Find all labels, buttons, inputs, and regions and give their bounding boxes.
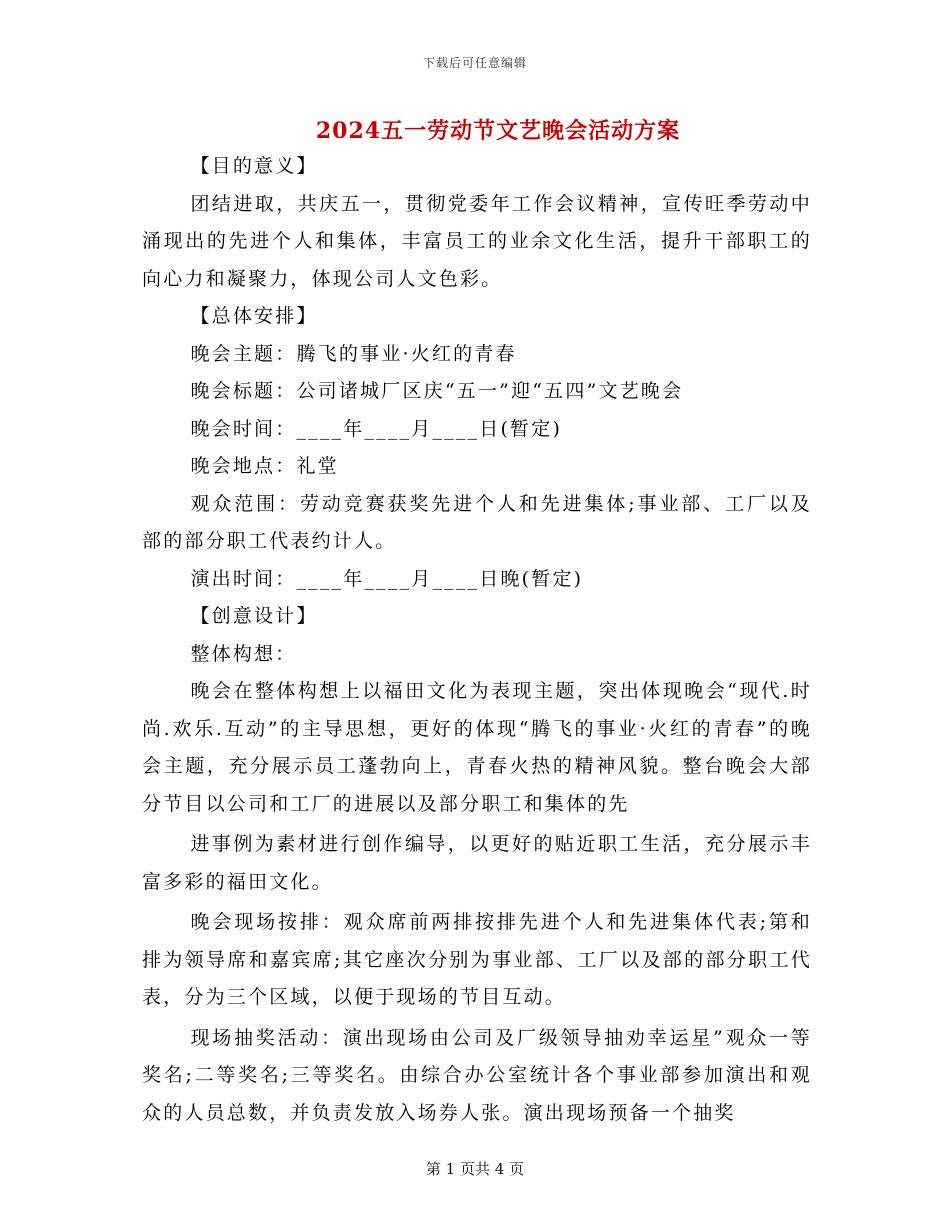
- document-body: [142, 148, 812, 1132]
- paragraph-lottery: 现场抽奖活动：演出现场由公司及厂级领导抽劝幸运星”观众一等奖名;二等奖名;三等奖名。由综合办公室统计各个事业部参加演出和观众的人员总数，并负责发放入场券人张。演出现场预备一个抽奖: [142, 1026, 812, 1124]
- document-title: 2024五一劳动节文艺晚会活动方案: [315, 118, 681, 144]
- section-heading-purpose: 【目的意义】: [190, 155, 318, 177]
- paragraph-event-title: 晚会标题：公司诸城厂区庆“五一”迎“五四”文艺晚会: [190, 380, 684, 402]
- section-heading-design: 【创意设计】: [190, 605, 318, 627]
- paragraph-overall-concept: 晚会在整体构想上以福田文化为表现主题，突出体现晚会“现代.时尚.欢乐.互动”的主导思想，更好的体现“腾飞的事业·火红的青春”的晚会主题，充分展示员工蓬勃向上，青春火热的精神风貌。整台晚会大部分节目以公司和工厂的进展以及部分职工和集体的先: [142, 680, 812, 815]
- paragraph-theme: 晚会主题：腾飞的事业·火红的青春: [190, 342, 517, 365]
- page-number-footer: 第 1 页共 4 页: [425, 1160, 525, 1178]
- paragraph-audience: 观众范围：劳动竞赛获奖先进个人和先进集体;事业部、工厂以及部的部分职工代表约计人。: [142, 492, 812, 552]
- paragraph-purpose: 团结进取，共庆五一，贯彻党委年工作会议精神，宣传旺季劳动中涌现出的先进个人和集体，丰富员工的业余文化生活，提升干部职工的向心力和凝聚力，体现公司人文色彩。: [142, 192, 812, 290]
- paragraph-event-time: 晚会时间：____年____月____日(暂定): [190, 417, 563, 440]
- paragraph-show-time: 演出时间：____年____月____日晚(暂定): [190, 567, 584, 590]
- paragraph-seating: 晚会现场按排：观众席前两排按排先进个人和先进集体代表;第和排为领导席和嘉宾席;其它座次分别为事业部、工厂以及部的部分职工代表，分为三个区域，以便于现场的节目互动。: [142, 911, 812, 1008]
- paragraph-event-venue: 晚会地点：礼堂: [190, 455, 339, 477]
- paragraph-overall-concept-label: 整体构想：: [190, 642, 297, 665]
- paragraph-concept-continued: 进事例为素材进行创作编导，以更好的贴近职工生活，充分展示丰富多彩的福田文化。: [142, 833, 812, 893]
- page-header-note: 下载后可任意编辑: [422, 56, 527, 70]
- section-heading-arrangement: 【总体安排】: [190, 305, 318, 327]
